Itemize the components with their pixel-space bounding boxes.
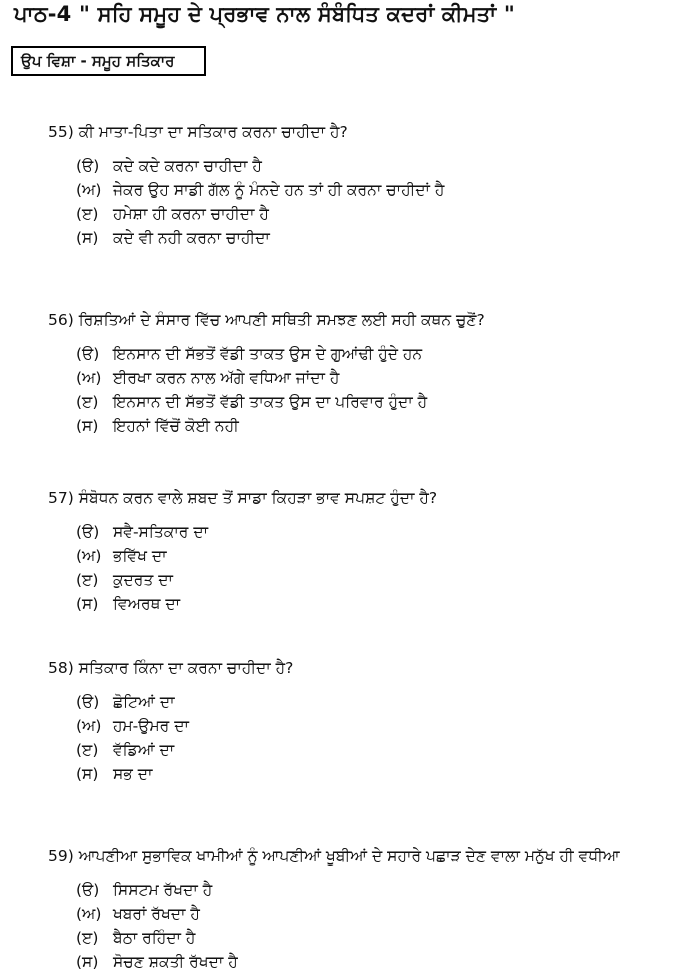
question-57: [48, 486, 437, 616]
question-55: [48, 120, 444, 250]
option-text: ਸਭ ਦਾ: [112, 765, 153, 783]
option-d[interactable]: [76, 950, 620, 974]
option-label: (ਅ): [76, 717, 102, 735]
option-b[interactable]: [76, 178, 444, 202]
option-text: ਇਹਨਾਂ ਵਿੱਚੋਂ ਕੋਈ ਨਹੀ: [112, 417, 239, 435]
option-text: ਜੇਕਰ ਉਹ ਸਾਡੀ ਗੱਲ ਨੂੰ ਮੰਨਦੇ ਹਨ ਤਾਂ ਹੀ ਕਰਨਾ ਚਾਹੀਦਾਂ ਹੈ: [112, 181, 445, 199]
option-label: (ੲ): [76, 393, 99, 411]
option-text: ਸੋਚਣ ਸ਼ਕਤੀ ਰੱਖਦਾ ਹੈ: [112, 953, 238, 971]
option-text: ਵਿਅਰਥ ਦਾ: [112, 595, 181, 613]
option-label: (ਸ): [76, 229, 99, 247]
option-label: (ਅ): [76, 369, 102, 387]
option-c[interactable]: [76, 568, 437, 592]
option-label: (ੳ): [76, 345, 100, 363]
option-a[interactable]: [76, 342, 485, 366]
option-text: ਕਦੇ ਕਦੇ ਕਰਨਾ ਚਾਹੀਦਾ ਹੈ: [112, 157, 262, 175]
option-text: ਬੈਠਾ ਰਹਿੰਦਾ ਹੈ: [112, 929, 196, 947]
option-list: [48, 154, 444, 250]
option-list: [48, 520, 437, 616]
question-text: 56) ਰਿਸ਼ਤਿਆਂ ਦੇ ਸੰਸਾਰ ਵਿੱਚ ਆਪਣੀ ਸਥਿਤੀ ਸਮਝਣ ਲਈ ਸਹੀ ਕਥਨ ਚੁਣੋਂ?: [48, 311, 485, 329]
option-c[interactable]: [76, 738, 293, 762]
option-label: (ੳ): [76, 693, 100, 711]
option-text: ਕੁਦਰਤ ਦਾ: [112, 571, 173, 589]
option-b[interactable]: [76, 714, 293, 738]
question-text: 55) ਕੀ ਮਾਤਾ-ਪਿਤਾ ਦਾ ਸਤਿਕਾਰ ਕਰਨਾ ਚਾਹੀਦਾ ਹੈ?: [48, 123, 348, 141]
option-a[interactable]: [76, 154, 444, 178]
option-b[interactable]: [76, 544, 437, 568]
question-text: 59) ਆਪਣੀਆ ਸੁਭਾਵਿਕ ਖਾਮੀਆਂ ਨੂੰ ਆਪਣੀਆਂ ਖੂਬੀਆਂ ਦੇ ਸਹਾਰੇ ਪਛਾੜ ਦੇਣ ਵਾਲਾ ਮਨੁੱਖ ਹੀ ਵਧੀਆ: [48, 847, 620, 865]
option-list: [48, 690, 293, 786]
option-label: (ਅ): [76, 547, 102, 565]
option-d[interactable]: [76, 762, 293, 786]
option-label: (ਅ): [76, 905, 102, 923]
option-label: (ੲ): [76, 741, 99, 759]
option-list: [48, 342, 485, 438]
option-label: (ੳ): [76, 881, 100, 899]
option-a[interactable]: [76, 690, 293, 714]
option-text: ਸਵੈ-ਸਤਿਕਾਰ ਦਾ: [112, 523, 209, 541]
option-text: ਵੱਡਿਆਂ ਦਾ: [112, 741, 175, 759]
subtopic-box: [11, 46, 206, 76]
subtopic-label: ਉਪ ਵਿਸ਼ਾ - ਸਮੂਹ ਸਤਿਕਾਰ: [21, 52, 175, 70]
question-text: 57) ਸੰਬੋਧਨ ਕਰਨ ਵਾਲੇ ਸ਼ਬਦ ਤੋਂ ਸਾਡਾ ਕਿਹੜਾ ਭਾਵ ਸਪਸ਼ਟ ਹੁੰਦਾ ਹੈ?: [48, 489, 438, 507]
option-text: ਹਮੇਸ਼ਾ ਹੀ ਕਰਨਾ ਚਾਹੀਦਾ ਹੈ: [112, 205, 269, 223]
option-c[interactable]: [76, 390, 485, 414]
option-label: (ੳ): [76, 523, 100, 541]
question-56: [48, 308, 485, 438]
option-d[interactable]: [76, 592, 437, 616]
option-b[interactable]: [76, 366, 485, 390]
option-text: ਸਿਸਟਮ ਰੱਖਦਾ ਹੈ: [112, 881, 213, 899]
option-a[interactable]: [76, 520, 437, 544]
option-list: [48, 878, 620, 974]
option-label: (ਸ): [76, 765, 99, 783]
option-c[interactable]: [76, 202, 444, 226]
option-label: (ੲ): [76, 929, 99, 947]
option-text: ਛੋਟਿਆਂ ਦਾ: [112, 693, 175, 711]
option-text: ਇਨਸਾਨ ਦੀ ਸੱਭਤੋਂ ਵੱਡੀ ਤਾਕਤ ਉਸ ਦੇ ਗੁਆਂਢੀ ਹੁੰਦੇ ਹਨ: [112, 345, 423, 363]
option-text: ਖਬਰਾਂ ਰੱਖਦਾ ਹੈ: [112, 905, 200, 923]
option-text: ਕਦੇ ਵੀ ਨਹੀ ਕਰਨਾ ਚਾਹੀਦਾ: [112, 229, 270, 247]
option-text: ਇਨਸਾਨ ਦੀ ਸੱਭਤੋਂ ਵੱਡੀ ਤਾਕਤ ਉਸ ਦਾ ਪਰਿਵਾਰ ਹੁੰਦਾ ਹੈ: [112, 393, 428, 411]
option-label: (ਅ): [76, 181, 102, 199]
option-text: ਭਵਿੱਖ ਦਾ: [112, 547, 167, 565]
page-title: ਪਾਠ-4 " ਸਹਿ ਸਮੂਹ ਦੇ ਪ੍ਰਭਾਵ ਨਾਲ ਸੰਬੰਧਿਤ ਕਦਰਾਂ ਕੀਮਤਾਂ ": [14, 2, 515, 26]
option-d[interactable]: [76, 414, 485, 438]
option-label: (ਸ): [76, 417, 99, 435]
option-label: (ੳ): [76, 157, 100, 175]
option-text: ਹਮ-ਉਮਰ ਦਾ: [112, 717, 189, 735]
question-59: [48, 844, 620, 974]
option-c[interactable]: [76, 926, 620, 950]
option-d[interactable]: [76, 226, 444, 250]
option-label: (ੲ): [76, 571, 99, 589]
question-58: [48, 656, 293, 786]
option-a[interactable]: [76, 878, 620, 902]
option-text: ਈਰਖਾ ਕਰਨ ਨਾਲ ਅੱਗੇ ਵਧਿਆ ਜਾਂਦਾ ਹੈ: [112, 369, 340, 387]
option-label: (ੲ): [76, 205, 99, 223]
question-text: 58) ਸਤਿਕਾਰ ਕਿੰਨਾ ਦਾ ਕਰਨਾ ਚਾਹੀਦਾ ਹੈ?: [48, 659, 294, 677]
option-label: (ਸ): [76, 595, 99, 613]
option-b[interactable]: [76, 902, 620, 926]
option-label: (ਸ): [76, 953, 99, 971]
